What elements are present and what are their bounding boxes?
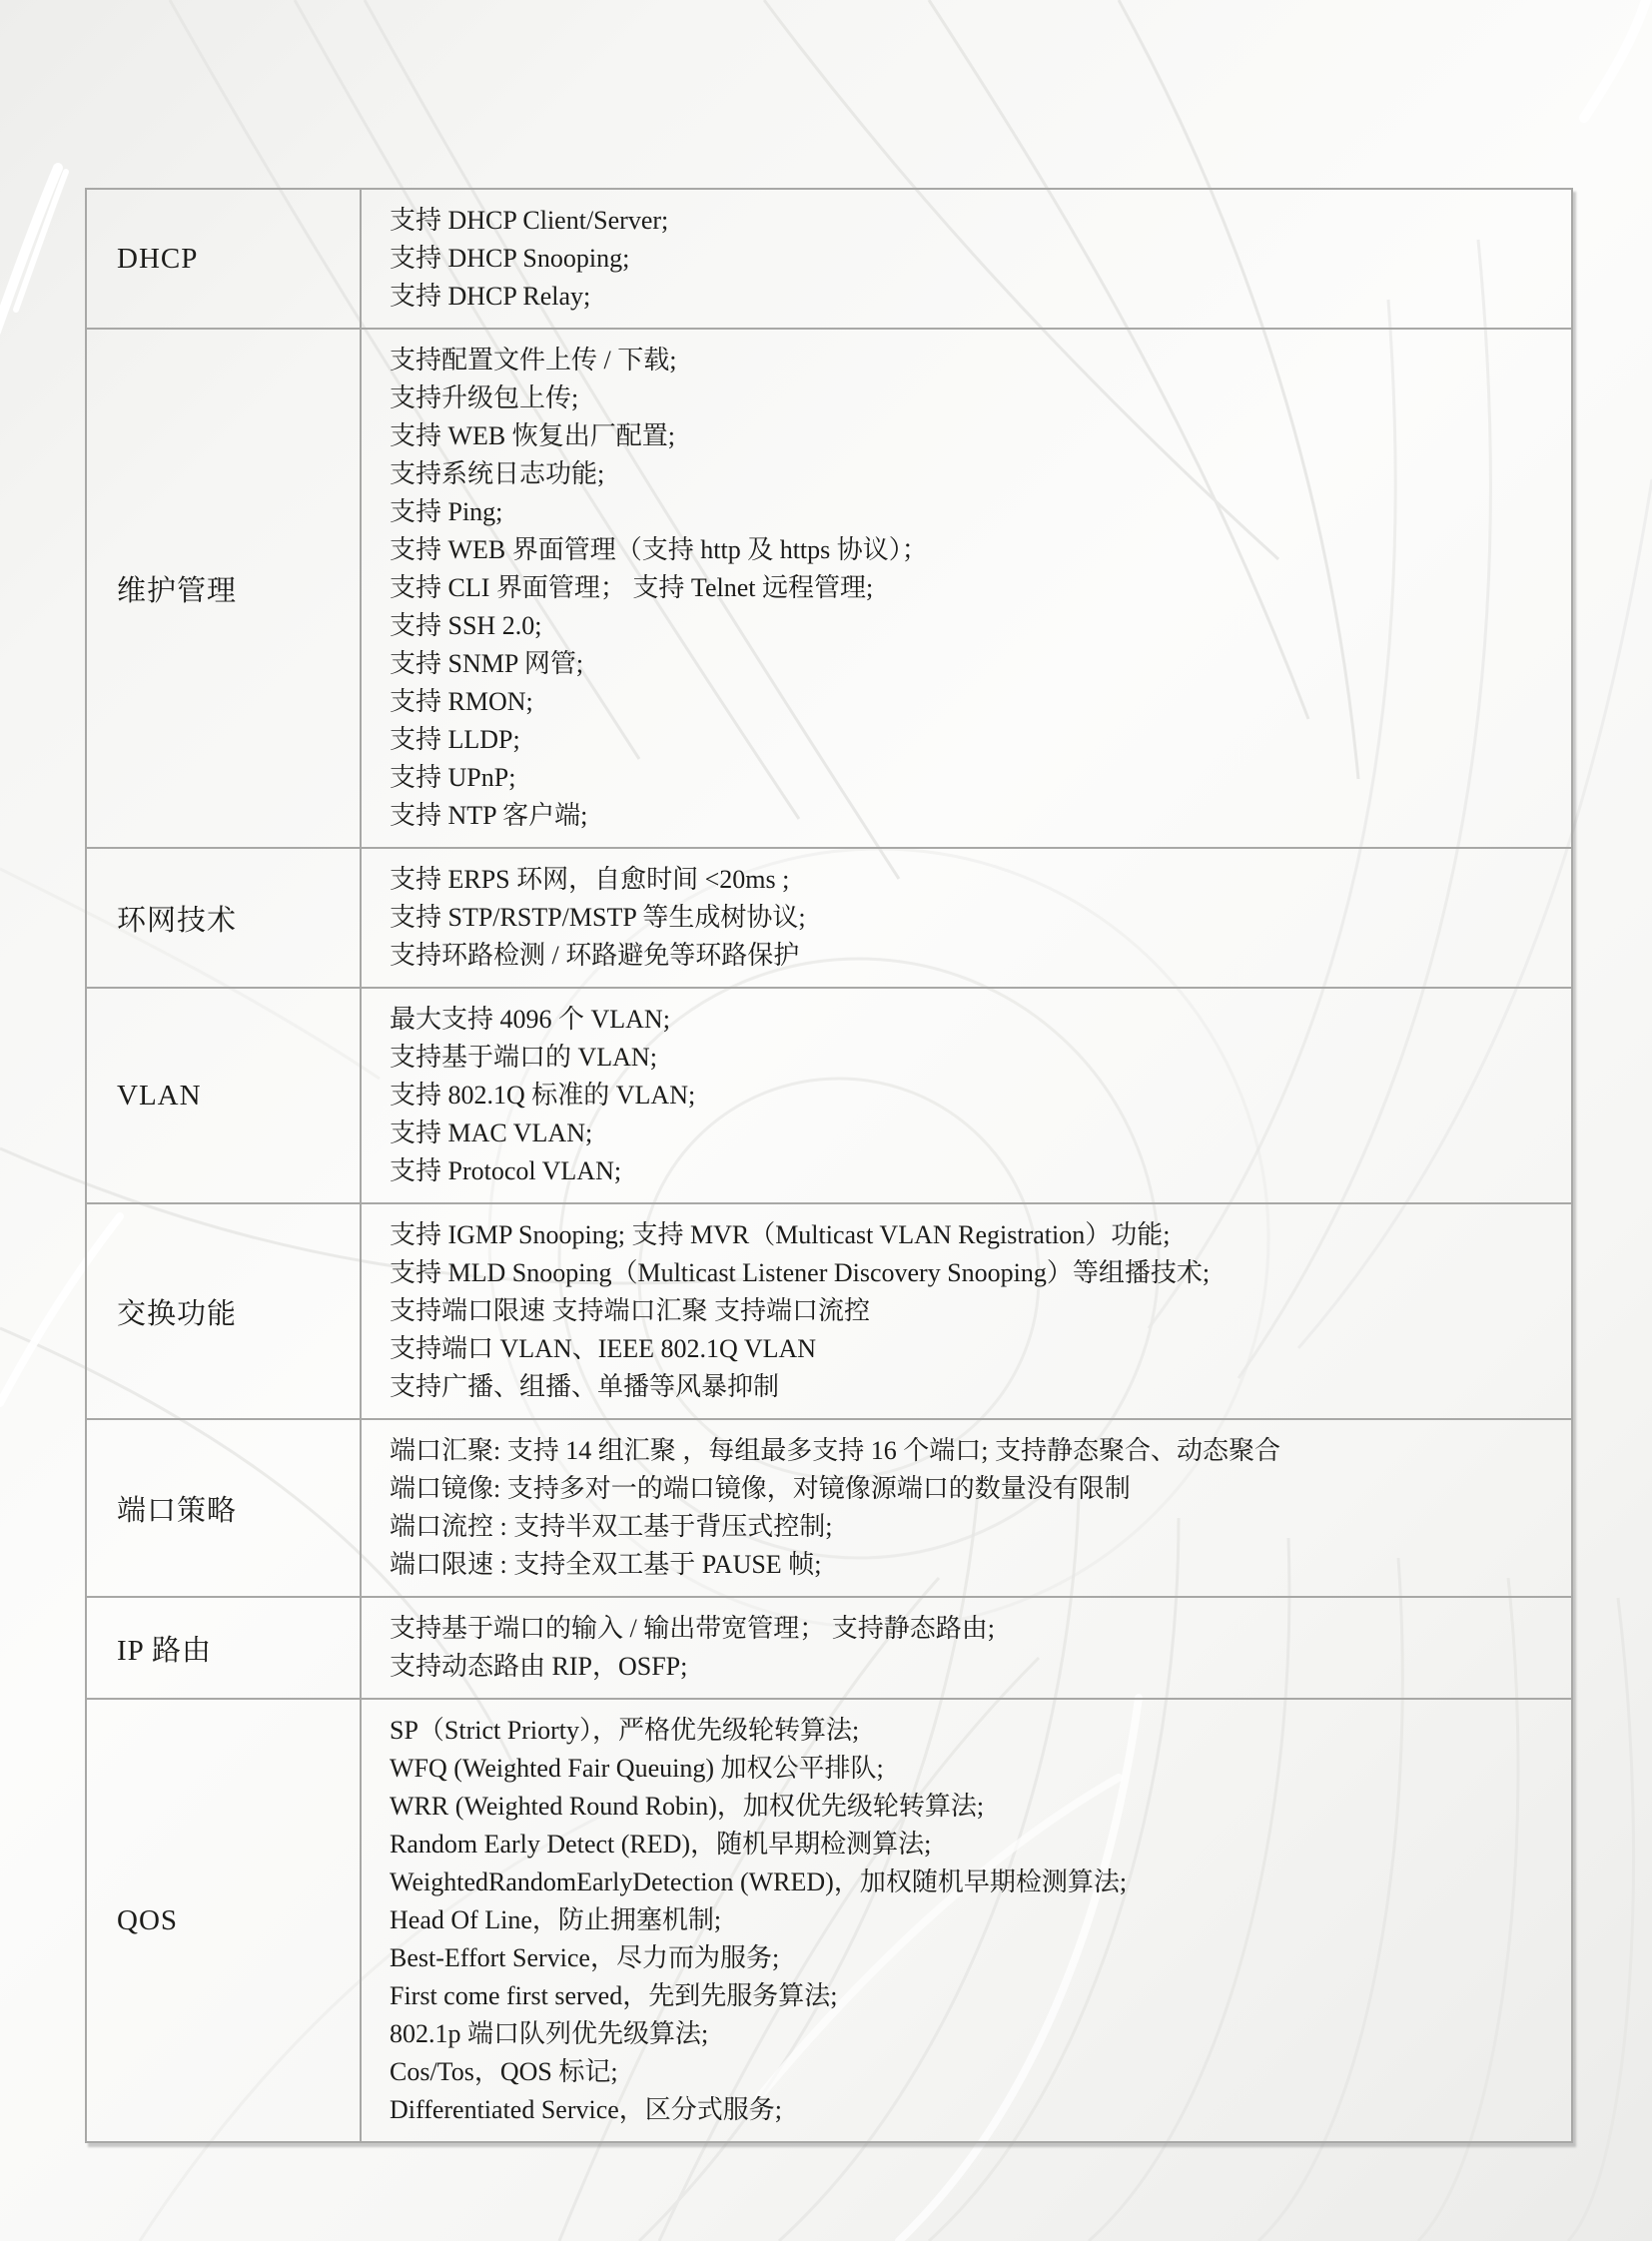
spec-category-cell [86,189,361,329]
spec-line: Head Of Line，防止拥塞机制; [390,1905,722,1934]
spec-line: Best-Effort Service，尽力而为服务; [390,1943,780,1972]
spec-line: 端口镜像: 支持多对一的端口镜像，对镜像源端口的数量没有限制 [390,1474,1131,1503]
spec-category-cell [86,848,361,988]
spec-line: 支持 IGMP Snooping; 支持 MVR（Multicast VLAN Registration）功能; [390,1220,1171,1249]
spec-line: 支持 CLI 界面管理； 支持 Telnet 远程管理; [390,573,874,602]
spec-line: 支持动态路由 RIP，OSFP; [390,1652,688,1681]
spec-line: 支持 STP/RSTP/MSTP 等生成树协议; [390,903,806,932]
spec-row [86,1203,1572,1419]
spec-detail-cell [361,848,1572,988]
spec-detail-cell [361,1597,1572,1699]
spec-row [86,848,1572,988]
spec-line: 最大支持 4096 个 VLAN; [390,1005,670,1034]
spec-row [86,1699,1572,2142]
spec-line: 支持广播、组播、单播等风暴抑制 [390,1372,780,1401]
spec-line: 支持 LLDP; [390,725,520,754]
spec-line: 支持 Ping; [390,497,503,526]
spec-detail-cell [361,189,1572,329]
spec-detail-cell [361,1203,1572,1419]
spec-line: 支持 SNMP 网管; [390,649,584,678]
spec-category-label: 环网技术 [117,904,238,937]
spec-line: 端口汇聚: 支持 14 组汇聚 ，每组最多支持 16 个端口; 支持静态聚合、动态聚合 [390,1436,1280,1465]
spec-line: 支持端口 VLAN、IEEE 802.1Q VLAN [390,1334,817,1363]
spec-category-label: 端口策略 [117,1494,238,1527]
spec-detail-cell [361,329,1572,848]
spec-line: 支持 RMON; [390,687,533,716]
spec-category-label: IP 路由 [117,1634,212,1667]
spec-line: 支持 SSH 2.0; [390,611,542,640]
spec-row [86,988,1572,1203]
spec-category-cell [86,329,361,848]
spec-line: 支持 MAC VLAN; [390,1119,593,1147]
spec-category-label: 交换功能 [117,1297,238,1330]
spec-category-cell [86,1419,361,1597]
spec-line: 支持 DHCP Relay; [390,282,591,311]
spec-line: First come first served，先到先服务算法; [390,1981,838,2010]
spec-line: 支持 DHCP Snooping; [390,244,630,273]
spec-line: WFQ (Weighted Fair Queuing) 加权公平排队; [390,1754,884,1783]
spec-line: 支持 NTP 客户端; [390,801,588,830]
spec-line: SP（Strict Priorty），严格优先级轮转算法; [390,1716,860,1745]
spec-line: Random Early Detect (RED)，随机早期检测算法; [390,1830,932,1859]
spec-category-cell [86,1597,361,1699]
spec-table [85,188,1573,2143]
spec-category-label: 维护管理 [117,574,238,607]
spec-category-cell [86,988,361,1203]
spec-line: WeightedRandomEarlyDetection (WRED)，加权随机早期检测算法; [390,1868,1128,1896]
spec-table-body [86,189,1572,2142]
spec-row [86,189,1572,329]
spec-line: 支持配置文件上传 / 下载; [390,346,677,374]
spec-category-label: DHCP [117,242,199,275]
spec-detail-cell [361,988,1572,1203]
spec-line: 支持 ERPS 环网，自愈时间 <20ms ; [390,865,790,894]
spec-line: 支持 MLD Snooping（Multicast Listener Discovery Snooping）等组播技术; [390,1258,1211,1287]
spec-line: 802.1p 端口队列优先级算法; [390,2019,709,2048]
spec-line: Cos/Tos，QOS 标记; [390,2057,618,2086]
spec-category-label: QOS [117,1903,179,1936]
spec-line: 端口流控 : 支持半双工基于背压式控制; [390,1512,833,1541]
spec-category-cell [86,1699,361,2142]
spec-line: 支持系统日志功能; [390,459,605,488]
spec-row [86,1419,1572,1597]
spec-line: 支持基于端口的输入 / 输出带宽管理； 支持静态路由; [390,1614,995,1643]
spec-line: 端口限速 : 支持全双工基于 PAUSE 帧; [390,1550,822,1579]
spec-row [86,1597,1572,1699]
spec-category-cell [86,1203,361,1419]
spec-line: 支持端口限速 支持端口汇聚 支持端口流控 [390,1296,871,1325]
spec-line: WRR (Weighted Round Robin)，加权优先级轮转算法; [390,1792,985,1821]
spec-line: 支持 802.1Q 标准的 VLAN; [390,1081,696,1110]
spec-line: 支持升级包上传; [390,383,579,412]
spec-line: 支持环路检测 / 环路避免等环路保护 [390,941,800,970]
spec-row [86,329,1572,848]
spec-detail-cell [361,1419,1572,1597]
spec-line: 支持 UPnP; [390,763,516,792]
spec-line: 支持基于端口的 VLAN; [390,1043,657,1072]
spec-line: 支持 WEB 界面管理（支持 http 及 https 协议）； [390,535,928,564]
spec-line: 支持 WEB 恢复出厂配置; [390,421,675,450]
spec-line: Differentiated Service，区分式服务; [390,2095,783,2124]
spec-line: 支持 DHCP Client/Server; [390,206,669,235]
spec-category-label: VLAN [117,1079,202,1112]
spec-detail-cell [361,1699,1572,2142]
spec-line: 支持 Protocol VLAN; [390,1156,622,1185]
